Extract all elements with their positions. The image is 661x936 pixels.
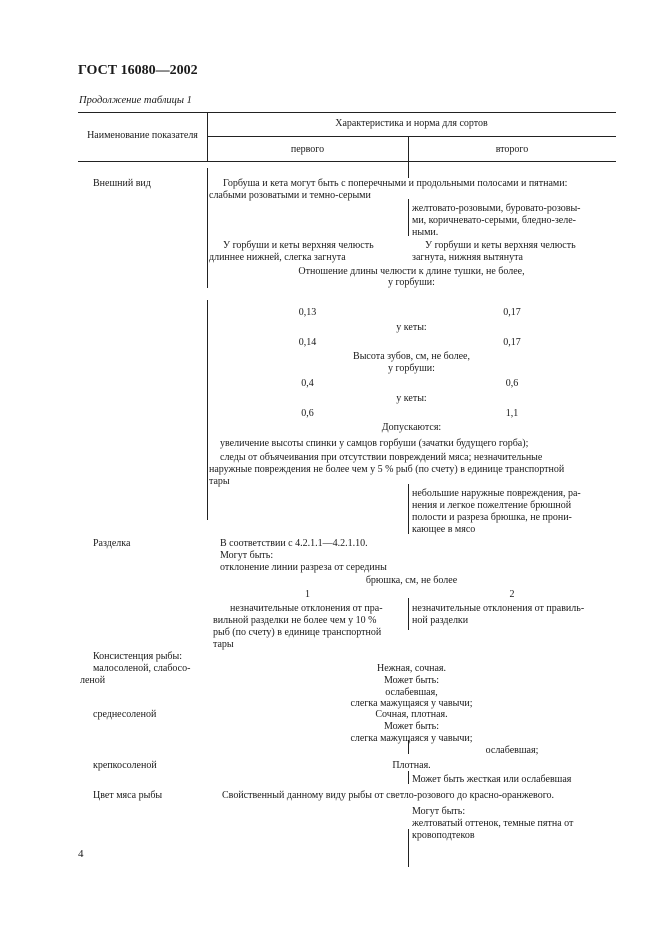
appearance-teeth-pink-label: у горбуши:: [388, 363, 435, 374]
appearance-g2-damage-line2: нения и легкое пожелтение брюшной: [412, 500, 572, 511]
row-consistency-name: Консистенция рыбы:: [93, 651, 183, 662]
flesh-color-g2-line2: желтоватый оттенок, темные пятна от: [412, 818, 574, 829]
flesh-color-g2-line1: Могут быть:: [412, 806, 466, 817]
appearance-stripes-line2: слабыми розоватыми и темно-серыми: [209, 190, 371, 201]
col-characteristic-header: Характеристика и норма для сортов: [335, 118, 488, 129]
consistency-medium-val2: Может быть:: [384, 721, 439, 732]
ratio-pink-g1: 0,13: [298, 307, 317, 318]
cutting-deviation: отклонение линии разреза от середины: [220, 562, 387, 573]
ratio-chum-g2: 0,17: [503, 337, 521, 348]
appearance-g2-damage-line3: полости и разреза брюшка, не прони-: [412, 512, 572, 523]
consistency-medium: среднесоленой: [93, 709, 157, 720]
cutting-ref: В соответствии с 4.2.1.1—4.2.1.10.: [220, 538, 368, 549]
ratio-pink-g2: 0,17: [503, 307, 521, 318]
cutting-val-g2: 2: [509, 589, 515, 600]
grade-divider-line: [408, 199, 409, 236]
appearance-allowed: Допускаются:: [381, 422, 442, 433]
grade-divider-line: [408, 829, 409, 867]
appearance-g2-damage-line4: кающее в мясо: [412, 524, 476, 535]
cutting-g1-line2: вильной разделки не более чем у 10 %: [213, 615, 377, 626]
teeth-pink-g1: 0,4: [301, 378, 314, 389]
appearance-pink-label: у горбуши:: [388, 277, 435, 288]
appearance-hump: увеличение высоты спинки у самцов горбуши (зачатки будущего горба);: [220, 438, 529, 449]
appearance-g2-damage-line1: небольшие наружные повреждения, ра-: [412, 488, 581, 499]
cutting-may-be: Могут быть:: [220, 550, 274, 561]
cutting-g2-line2: ной разделки: [412, 615, 469, 626]
consistency-strong: крепкосоленой: [93, 760, 157, 771]
row-appearance-name: Внешний вид: [93, 178, 151, 189]
consistency-light-line2: леной: [80, 675, 106, 686]
appearance-teeth-chum-label: у кеты:: [396, 393, 427, 404]
page-number: 4: [78, 848, 84, 860]
appearance-traces-line2: наружные повреждения не более чем у 5 % рыб (по счету) в единице транспортной: [209, 464, 565, 475]
cutting-g1-line1: незначительные отклонения от пра-: [230, 603, 383, 614]
grade-divider-line: [408, 771, 409, 784]
appearance-jaw-ratio: Отношение длины челюсти к длине тушки, не более,: [298, 266, 525, 277]
appearance-g1-jaw-line2: длиннее нижней, слегка загнута: [209, 252, 346, 263]
table-head-bottom-border: [78, 161, 616, 162]
table-caption: Продолжение таблицы 1: [79, 95, 192, 106]
appearance-g2-colors-line1: желтовато-розовыми, буровато-розовы-: [412, 203, 581, 214]
col-grade2-header: второго: [495, 144, 529, 155]
teeth-pink-g2: 0,6: [505, 378, 519, 389]
teeth-chum-g1: 0,6: [301, 408, 314, 419]
standard-title: ГОСТ 16080—2002: [78, 63, 198, 78]
teeth-chum-g2: 1,1: [505, 408, 519, 419]
appearance-stripes-line1: Горбуша и кета могут быть с поперечными и продольными полосами и пятнами:: [223, 178, 568, 189]
cutting-g1-line3: рыб (по счету) в единице транспортной: [213, 627, 382, 638]
cutting-belly: брюшка, см, не более: [365, 575, 458, 586]
appearance-traces-line3: тары: [209, 476, 230, 487]
appearance-g2-jaw-line2: загнута, нижняя вытянута: [412, 252, 523, 263]
appearance-chum-label: у кеты:: [396, 322, 427, 333]
ratio-chum-g1: 0,14: [298, 337, 317, 348]
appearance-traces-line1: следы от объячеивания при отсутствии повреждений мяса; незначительные: [220, 452, 543, 463]
consistency-medium-val3: слегка мажущаяся у чавычи;: [350, 733, 473, 744]
col-grade1-header: первого: [290, 144, 325, 155]
row-flesh-color-name: Цвет мяса рыбы: [93, 790, 163, 801]
table-head-mid-border: [207, 136, 616, 137]
cutting-g2-line1: незначительные отклонения от правиль-: [412, 603, 585, 614]
consistency-light-val3: ослабевшая,: [385, 687, 438, 698]
col-indicator-header: Наименование показателя: [87, 130, 198, 141]
consistency-light-val1: Нежная, сочная.: [376, 663, 447, 674]
consistency-light-val2: Может быть:: [384, 675, 439, 686]
appearance-g1-jaw-line1: У горбуши и кеты верхняя челюсть: [223, 240, 374, 251]
consistency-strong-g2: Может быть жесткая или ослабевшая: [412, 774, 572, 785]
table-top-border: [78, 112, 616, 113]
consistency-medium-g2: ослабевшая;: [485, 745, 539, 756]
appearance-g2-colors-line2: ми, коричневато-серыми, бледно-зеле-: [412, 215, 576, 226]
cutting-g1-line4: тары: [213, 639, 234, 650]
appearance-g2-jaw-line1: У горбуши и кеты верхняя челюсть: [425, 240, 576, 251]
row-cutting-name: Разделка: [93, 538, 131, 549]
consistency-medium-val1: Сочная, плотная.: [375, 709, 448, 720]
grade-divider-line: [408, 484, 409, 534]
appearance-teeth: Высота зубов, см, не более,: [353, 351, 470, 362]
flesh-color-value: Свойственный данному виду рыбы от светло-розового до красно-оранжевого.: [222, 790, 555, 801]
cutting-val-g1: 1: [305, 589, 310, 600]
consistency-light-line1: малосоленой, слабосо-: [93, 663, 191, 674]
consistency-light-val4: слегка мажущаяся у чавычи;: [350, 698, 473, 709]
grade-divider-line: [408, 162, 409, 178]
consistency-strong-val: Плотная.: [392, 760, 431, 771]
flesh-color-g2-line3: кровоподтеков: [412, 830, 475, 841]
appearance-g2-colors-line3: ными.: [412, 227, 439, 238]
grade-divider-line: [408, 598, 409, 630]
